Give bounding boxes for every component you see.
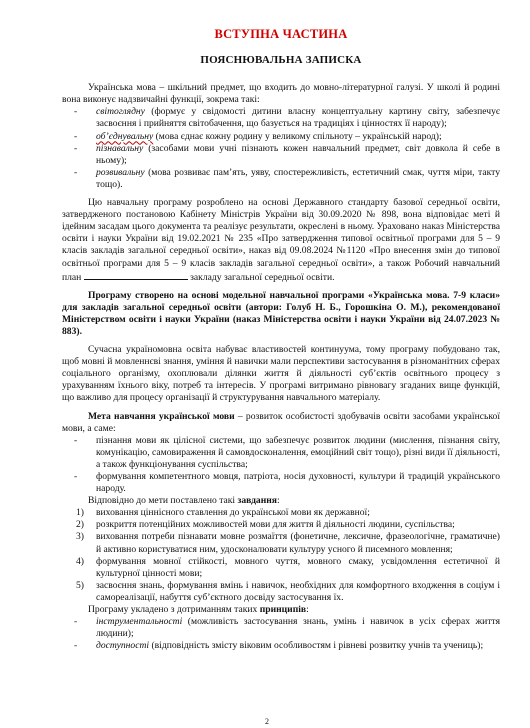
principles-lead: Програму укладено з дотриманням таких bbox=[88, 604, 260, 616]
program-basis-text: Цю навчальну програму розроблено на основі Державного стандарту базової середньої освіти, затвердженого постановою Кабінету Міністрів України від 30.09.2020 № 898, вона відповідає меті й ідейним засадам цього документа та реалізує результати, окреслені в ньому. Ураховано наказ Міністерства освіти і науки України від 19.02.2021 № 235 «Про затвердження типової освітньої програми для 5 – 9 класів закладів загальної середньої освіти», наказ від 09.08.2024 №1120 «Про внесення змін до типової освітньої програми для 5 – 9 класів закладів загальної середньої освіти», а також Робочий навчальний план bbox=[62, 197, 500, 283]
list-item bbox=[62, 556, 500, 580]
tasks-lead: Відповідно до мети поставлено такі bbox=[88, 495, 238, 507]
section-title: ВСТУПНА ЧАСТИНА bbox=[214, 27, 348, 41]
principles-word: принципів bbox=[259, 604, 307, 616]
item-text: розкриття потенційних можливостей мови для життя й діяльності людини, суспільства; bbox=[96, 519, 455, 531]
goal-text: – розвиток особистості здобувачів освіти засобами української мови, а саме: bbox=[62, 410, 500, 434]
function-text: (формує у свідомості дитини власну концептуальну картину світу, забезпечує засвоєння і прийняття світобачення, що базується на традиціях і цінностях її народу); bbox=[96, 106, 500, 130]
item-number: 2) bbox=[76, 519, 84, 531]
section-subtitle: ПОЯСНЮВАЛЬНА ЗАПИСКА bbox=[200, 54, 362, 67]
plan-blank-line bbox=[84, 270, 188, 280]
principle-term: доступності bbox=[96, 640, 150, 652]
tasks-list bbox=[62, 507, 500, 604]
principles-list bbox=[62, 616, 500, 652]
list-item bbox=[62, 580, 500, 604]
program-basis-paragraph bbox=[62, 197, 500, 284]
item-number: 5) bbox=[76, 579, 84, 591]
item-text: виховання потреби пізнавати мовне розмаїття (фонетичне, лексичне, фразеологічне, граматичне) й активно користуватися ним, удосконалювати культуру усного й писемного мовлення; bbox=[96, 531, 500, 555]
list-item bbox=[62, 106, 500, 130]
list-item bbox=[62, 507, 500, 519]
modern-education-paragraph: Сучасна україномовна освіта набуває властивостей континуума, тому програму побудовано так, щоб мовні й мовленнєві знання, уміння й навички мали перспективи застосування в різноманітних сферах соціального організму, охоплювали ділянки життя й діяльності суб’єктів освітнього процесу з урахуванням їхнього віку, потреб та інтересів. У програмі витримано рівновагу згаданих вище функцій, що важливо для процесу організації й структурування навчального матеріалу. bbox=[62, 344, 500, 404]
item-text: засвоєння знань, формування вмінь і навичок, необхідних для комфортного входження в соціум і самореалізації, набуття суб’єктного досвіду застосування їх. bbox=[96, 579, 500, 603]
item-number: 1) bbox=[76, 507, 84, 519]
principle-term: інструментальності bbox=[96, 616, 183, 628]
principles-heading bbox=[62, 604, 500, 616]
function-text: (мова розвиває пам’ять, уяву, спостережливість, естетичний смак, чуття міри, такту тощо). bbox=[96, 166, 500, 190]
list-item bbox=[62, 616, 500, 640]
tasks-colon: : bbox=[276, 495, 280, 507]
function-text: (засобами мови учні пізнають кожен навчальний предмет, світ довкола й себе в ньому); bbox=[96, 142, 500, 166]
page-number: 2 bbox=[265, 717, 269, 726]
list-item bbox=[62, 519, 500, 531]
tasks-heading bbox=[62, 495, 500, 507]
model-program-paragraph: Програму створено на основі модельної навчальної програми «Українська мова. 7-9 класи» для закладів загальної середньої освіти (автори: Голуб Н. Б., Горошкіна О. М.), рекомендованої Міністерством освіти і науки України (наказ Міністерства освіти і науки України від 24.07.2023 № 883). bbox=[62, 289, 500, 337]
goal-lead: Мета навчання української мови bbox=[88, 410, 235, 422]
function-term: розвивальну bbox=[96, 166, 145, 178]
goal-list bbox=[62, 435, 500, 495]
function-term: об’єднувальну bbox=[96, 130, 154, 142]
list-item bbox=[62, 167, 500, 191]
function-term: світоглядну bbox=[96, 106, 145, 118]
list-item: - формування компетентного мовця, патріота, носія духовності, культури й традицій українського народу. bbox=[62, 471, 500, 495]
item-text: виховання ціннісного ставлення до української мови як державної; bbox=[96, 507, 370, 519]
list-item bbox=[62, 143, 500, 167]
goal-paragraph bbox=[62, 411, 500, 435]
function-term: пізнавальну bbox=[96, 142, 144, 154]
program-basis-tail: закладу загальної середньої освіти. bbox=[187, 271, 335, 283]
intro-paragraph: Українська мова – шкільний предмет, що входить до мовно-літературної галузі. У школі й родині вона виконує надзвичайні функції, зокрема такі: bbox=[62, 82, 500, 106]
principle-text: (можливість застосування знань, умінь і навичок в усіх сферах життя людини); bbox=[96, 616, 500, 640]
item-number: 4) bbox=[76, 555, 84, 567]
item-number: 3) bbox=[76, 531, 84, 543]
item-text: формування мовної стійкості, мовного чуття, мовного смаку, усвідомлення естетичної й культурної цінності мови; bbox=[96, 555, 500, 579]
principle-text: (відповідність змісту віковим особливостям і рівневі розвитку учнів та учениць); bbox=[149, 640, 484, 652]
tasks-word: завдання bbox=[237, 495, 277, 507]
list-item bbox=[62, 131, 500, 143]
functions-list bbox=[62, 106, 500, 191]
list-item bbox=[62, 640, 500, 652]
list-item bbox=[62, 531, 500, 555]
function-text: (мова єднає кожну родину у великому спільноту – українській народ); bbox=[153, 130, 442, 142]
list-item: - пізнання мови як цілісної системи, що забезпечує розвиток людини (мислення, пізнання світу, комунікацію, самовираження й самовдосконалення, емоційний світ тощо), різні види її діяльності, а також функціонування суспільства; bbox=[62, 435, 500, 471]
principles-colon: : bbox=[306, 604, 309, 616]
